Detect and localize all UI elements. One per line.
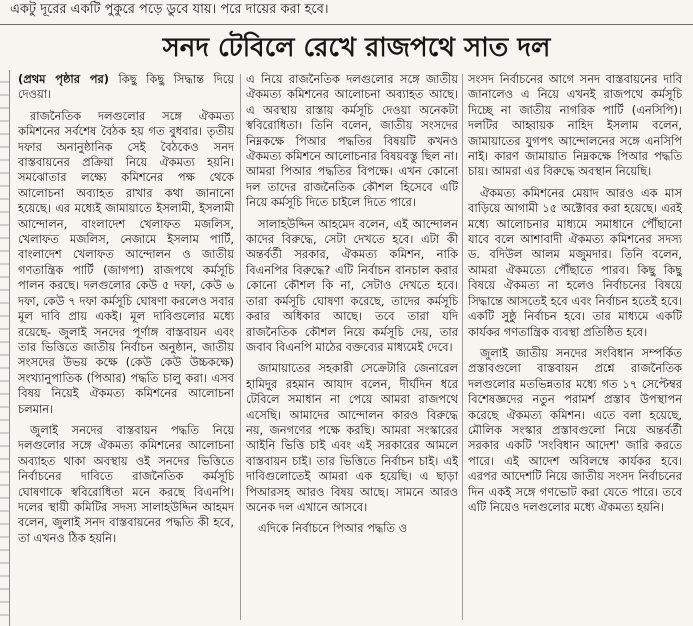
adjacent-page-edge	[0, 70, 10, 626]
paragraph: জুলাই জাতীয় সনদের সংবিধান সম্পর্কিত প্রস্তাবগুলো বাস্তবায়ন প্রশ্নে রাজনৈতিক দলগুলোর মতভিন্নতার মধ্যে গত ১৭ সেপ্টেম্বর বিশেষজ্ঞদের নতুন পরামর্শ প্রস্তাব উপস্থাপন করেছে ঐকমত্য কমিশন। এতে বলা হয়েছে, মৌলিক সংস্কার প্রস্তাবগুলো নিয়ে অন্তর্বর্তী সরকার একটি 'সংবিধান আদেশ' জারি করতে পারে। এই আদেশ অবিলম্বে কার্যকর হবে। এরপর আদেশটি নিয়ে জাতীয় সংসদ নির্বাচনের দিন একই সঙ্গে গণভোট করা যেতে পারে। তবে এটি নিয়েও দলগুলোর মধ্যে ঐকমত্য হয়নি।	[468, 345, 682, 514]
paragraph: সালাহউদ্দিন আহমেদ বলেন, এই আন্দোলন কাদের বিরুদ্ধে, সেটা দেখতে হবে। এটা কী অন্তর্বর্তী সরকার, ঐকমত্য কমিশন, নাকি বিএনপির বিরুদ্ধে? এটি নির্বাচন বানচাল করার কোনো কৌশল কি না, সেটাও দেখতে হবে। তারা কর্মসূচি ঘোষণা করেছে, তাদের কর্মসূচি করার অধিকার আছে। তবে তারা যদি রাজনৈতিক কৌশল নিয়ে কর্মসূচি দেয়, তার জবাব বিএনপি মাঠের বক্তব্যের মাধ্যমেই দেবে।	[246, 216, 458, 354]
paragraph: জুলাই সনদের বাস্তবায়ন পদ্ধতি নিয়ে দলগুলোর সঙ্গে ঐকমত্য কমিশনের আলোচনা অব্যাহত থাকা অবস্থায় ওই সনদের ভিত্তিতে নির্বাচনের দাবিতে রাজনৈতিক কর্মসূচি ঘোষণাকে স্ববিরোধিতা মনে করছে বিএনপি। দলের স্থায়ী কমিটির সদস্য সালাহউদ্দিন আহমদ বলেন, জুলাই সনদ বাস্তবায়নের পদ্ধতি কী হবে, তা এখনও ঠিক হয়নি।	[18, 422, 234, 545]
article-column-1	[18, 72, 234, 620]
paragraph: সংসদ নির্বাচনের আগে সনদ বাস্তবায়নের দাবি জানালেও এ নিয়ে এখনই রাজপথে কর্মসূচি দিচ্ছে না জাতীয় নাগরিক পার্টি (এনসিপি)। দলটির আহ্বায়ক নাহিদ ইসলাম বলেন, জামায়াতের যুগপৎ আন্দোলনের সঙ্গে এনসিপি নাই। কারণ জামায়াত নিম্নকক্ষে পিআর পদ্ধতি চায়। আমরা এর বিরুদ্ধে অবস্থান নিয়েছি।	[468, 72, 682, 179]
lead-paragraph	[18, 72, 234, 103]
paragraph: ঐকমত্য কমিশনের মেয়াদ আরও এক মাস বাড়িয়ে আগামী ১৫ অক্টোবর করা হয়েছে। এরই মধ্যে আলোচনার মাধ্যমে সমাধানে পৌঁছানো যাবে বলে আশাবাদী ঐকমত্য কমিশনের সদস্য ড. বদিউল আলম মজুমদার। তিনি বলেন, আমরা ঐকমত্যে পৌঁছাতে পারব। কিছু কিছু বিষয়ে ঐকমত্য না হলেও নির্বাচনের বিষয়ে সিদ্ধান্তে আসতেই হবে এবং নির্বাচন হতেই হবে। একটি সুষ্ঠু নির্বাচন হবে। তার মাধ্যমে একটি কার্যকর গণতান্ত্রিক ব্যবস্থা প্রতিষ্ঠিত হবে।	[468, 185, 682, 339]
paragraph: জামায়াতের সহকারী সেক্রেটারি জেনারেল হামিদুর রহমান আযাদ বলেন, দীর্ঘদিন ধরে টেবিলে সমাধান না পেয়ে আমরা রাজপথে এসেছি। আমাদের আন্দোলন কারও বিরুদ্ধে নয়, জনগণের পক্ষে করছি। আমরা সংস্কারের আইনি ভিত্তি চাই এবং এই সরকারের আমলে বাস্তবায়ন চাই। তার ভিত্তিতে নির্বাচন চাই। এই দাবিগুলোতেই আমরা এক হয়েছি। এ ছাড়া পিআরসহ আরও বিষয় আছে। সামনে আরও অনেক দল এখানে আসবে।	[246, 361, 458, 514]
paragraph: এ নিয়ে রাজনৈতিক দলগুলোর সঙ্গে জাতীয় ঐকমত্য কমিশনের আলোচনা অব্যাহত আছে। এ অবস্থায় রাস্তায় কর্মসূচি দেওয়া অনেকটা স্ববিরোধিতা। তিনি বলেন, জাতীয় সংসদের নিম্নকক্ষে পিআর পদ্ধতির বিষয়টি কখনও ঐকমত্য কমিশনে আলোচনার বিষয়বস্তু ছিল না। আমরা পিআর পদ্ধতির বিপক্ষে। এখন কোনো দল তাদের রাজনৈতিক কৌশল হিসেবে এটি নিয়ে কর্মসূচি দিতে চাইলে দিতে পারে।	[246, 72, 458, 210]
column-divider	[462, 74, 463, 620]
continuation-tag: (প্রথম পৃষ্ঠার পর)	[18, 72, 109, 86]
article-column-2	[246, 72, 458, 620]
lead-text: কিছু কিছু সিদ্ধান্ত দিয়ে দেওয়া।	[18, 72, 234, 102]
previous-story-tail: একটু দূরের একটি পুকুরে পড়ে ডুবে যায়। পরে দায়ের করা হবে।	[10, 2, 329, 17]
article-column-3	[468, 72, 682, 620]
paragraph: রাজনৈতিক দলগুলোর সঙ্গে ঐকমত্য কমিশনের সর্বশেষ বৈঠক হয় গত বুধবার। তৃতীয় দফার অনানুষ্ঠানিক সেই বৈঠকেও সনদ বাস্তবায়নের প্রক্রিয়া নিয়ে ঐকমত্য হয়নি। সমঝোতার লক্ষ্যে কমিশনের পক্ষ থেকে আলোচনা অব্যাহত রাখার কথা জানানো হয়েছে। এর মধ্যেই জামায়াতে ইসলামী, ইসলামী আন্দোলন, বাংলাদেশ খেলাফত মজলিস, খেলাফত মজলিস, নেজামে ইসলাম পার্টি, বাংলাদেশ খেলাফত আন্দোলন ও জাতীয় গণতান্ত্রিক পার্টি (জাগপা) রাজপথে কর্মসূচি পালন করছে। দলগুলোর কেউ ৫ দফা, কেউ ৬ দফা, কেউ ৭ দফা কর্মসূচি ঘোষণা করলেও সবার মূল দাবি প্রায় একই। মূল দাবিগুলোর মধ্যে রয়েছে- জুলাই সনদের পূর্ণাঙ্গ বাস্তবায়ন এবং তার ভিত্তিতে জাতীয় নির্বাচন অনুষ্ঠান, জাতীয় সংসদের উভয় কক্ষে (কেউ কেউ উচ্চকক্ষে) সংখ্যানুপাতিক (পিআর) পদ্ধতি চালু করা। এসব বিষয় নিয়েই ঐকমত্য কমিশনের আলোচনা চলমান।	[18, 108, 234, 416]
column-divider	[240, 74, 241, 620]
section-divider	[0, 24, 693, 25]
article-headline: সনদ টেবিলে রেখে রাজপথে সাত দল	[162, 33, 551, 63]
paragraph: এদিকে নির্বাচনে পিআর পদ্ধতি ও	[258, 521, 407, 536]
